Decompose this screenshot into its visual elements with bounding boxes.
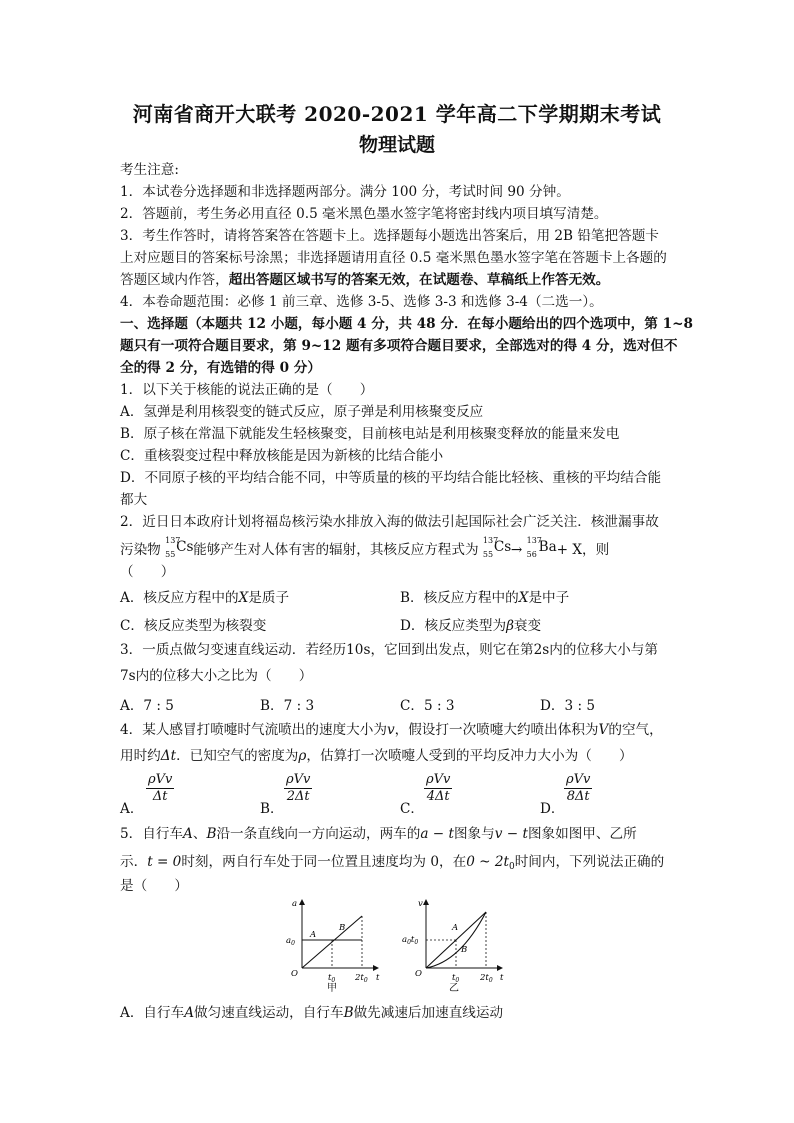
q4b-num: ρVv [286,772,311,787]
note-3-line-1: 3．考生作答时，请将答案答在答题卡上。选择题每小题选出答案后，用 2B 铅笔把答题卡 [120,228,659,244]
q5-line-3: 是（ ） [120,878,188,894]
q3-2s: 2s [533,642,550,658]
q4-t2: ，假设打一次喷嚏大约喷出体积为 [394,722,599,738]
q5-t3: 图象与 [453,826,495,842]
q4-t3: 的空气， [608,722,663,738]
q4-line-1 [120,720,680,740]
q4-option-c-fraction [424,772,452,805]
notes-heading: 考生注意: [120,162,179,178]
q4b-den: 2Δt [286,789,310,804]
q5-t6: 时刻，两自行车处于同一位置且速度均为 0，在 [181,854,467,870]
q1-stem: 1．以下关于核能的说法正确的是（ ） [120,382,374,398]
section-1-line-2: 题只有一项符合题目要求，第 9~12 题有多项符合题目要求，全部选对的得 4 分，选对但不 [120,338,678,354]
yi-label-A: A [452,923,459,933]
cs-atomic-number: 55 [165,550,176,559]
q4c-num: ρVv [426,772,451,787]
q5-t7: 时间内，下列说法正确的 [514,854,665,870]
q2-option-b [400,586,569,606]
q4-t4: 用时约 [120,748,161,764]
q4a-num: ρVv [148,772,173,787]
cs-mass-number: 137 [165,536,181,545]
q4-line-2 [120,746,680,766]
yi-label-a0t0: $a_0t_0$ [402,935,419,946]
q2-option-a [120,586,289,606]
yi-caption: 乙 [449,983,459,994]
q4c-den: 4Δt [426,789,450,804]
jia-label-t0: $t_0$ [328,973,336,984]
ba-nuclide [526,536,557,559]
q2d-post: 衰变 [513,618,542,634]
q5-B: B [206,826,217,842]
yi-label-v-axis: v [418,899,423,909]
q5a-A: A [184,1005,195,1021]
q3-option-d [540,694,595,714]
q2b-x: X [518,590,529,606]
q2a-pre: A．核反应方程中的 [120,590,239,606]
q2-option-d [400,614,541,634]
exam-title: 河南省商开大联考 2020-2021 学年高二下学期期末考试 [132,102,662,126]
q5-option-a [120,1003,680,1023]
q3d-label: D． [540,698,565,714]
q4a-den: Δt [152,789,168,804]
q4d-den: 8Δt [566,789,590,804]
q5-vt: v − t [494,826,528,842]
q1-option-b: B．原子核在常温下就能发生轻核聚变，目前核电站是利用核聚变释放的能量来发电 [120,426,620,442]
ba-symbol: Ba [538,539,557,555]
yi-label-origin: O [415,969,422,979]
q3-t4: 内的位移大小之比为（ ） [135,668,313,684]
q3-line-1 [120,640,680,660]
q4-dt: Δt [160,748,177,764]
q2-line-2 [120,538,680,560]
q3b-label: B． [260,698,284,714]
q5-A: A [183,826,193,842]
cs-symbol: Cs [176,539,194,555]
q3-line-2 [120,666,680,686]
q5-t2: 沿一条直线向一方向运动，两车的 [216,826,421,842]
q3-option-a [120,694,174,714]
q5-line-1 [120,824,680,844]
yi-label-2t0: $2t_0$ [480,973,493,984]
q3-7s: 7s [120,668,136,684]
q5-t4: 图象如图甲、乙所 [527,826,637,842]
q3-t3: 内的位移大小与第 [549,642,658,658]
jia-label-t-axis: t [376,973,380,983]
q5-sep: 、 [192,826,207,842]
q3d-value: 3 : 5 [564,698,596,714]
jia-label-2t0: $2t_0$ [355,973,368,984]
note-3-line-3 [120,270,680,290]
q2b-post: 是中子 [528,590,570,606]
q4-V: V [598,722,609,738]
note-1: 1．本试卷分选择题和非选择题两部分。满分 100 分，考试时间 90 分钟。 [120,184,570,200]
section-1-line-3: 全的得 2 分，有选错的得 0 分） [120,360,321,376]
q1-option-c: C．重核裂变过程中释放核能是因为新核的比结合能小 [120,448,444,464]
q4-t1: 4．某人感冒打喷嚏时气流喷出的速度大小为 [120,722,387,738]
figure-yi-vt-graph [400,896,508,994]
q2-text-a: 污染物 [120,542,161,558]
q4-t6: ，估算打一次喷嚏人受到的平均反冲力大小为（ ） [306,748,633,764]
q2d-beta: β [506,618,514,634]
jia-caption: 甲 [327,983,337,994]
q4-option-b-fraction [284,772,312,805]
q5-t0eq: t = 0 [147,854,182,870]
cs-eq-mass: 137 [482,536,499,545]
note-4: 4．本卷命题范围：必修 1 前三章、选修 3-5、选修 3-3 和选修 3-4（二选一）。 [120,294,603,310]
q5a-B: B [343,1005,354,1021]
q4-option-a-label: A． [120,801,144,817]
q4-option-b-label: B． [260,801,284,817]
q5-t5: 示． [120,854,148,870]
q4-option-c-label: C． [400,801,424,817]
q2-option-c: C．核反应类型为核裂变 [120,618,267,634]
q3-option-c [400,694,455,714]
yi-label-t0: $t_0$ [452,973,460,984]
q2d-pre: D．核反应类型为 [400,618,507,634]
q5-range: 0 ~ 2t [466,854,509,870]
q2-line-3: （ ） [120,564,175,580]
q4-t5: ．已知空气的密度为 [176,748,299,764]
q3c-label: C． [400,698,424,714]
yi-label-t-axis: t [500,973,504,983]
section-1-line-1: 一、选择题（本题共 12 小题，每小题 4 分，共 48 分．在每小题给出的四个选项中，第 1~8 [120,316,693,332]
jia-label-a-axis: a [292,899,298,909]
q3a-label: A． [120,698,144,714]
q4-option-d-fraction [564,772,592,805]
q5a-t1: A．自行车 [120,1005,185,1021]
cs-eq-symbol: Cs [493,539,512,555]
q4-rho: ρ [298,748,307,764]
plus-x: + X [556,542,583,558]
q3c-value: 5 : 3 [424,698,455,714]
q4d-num: ρVv [566,772,591,787]
cs-nuclide-eq [482,536,512,559]
q2-line-1: 2．近日日本政府计划将福岛核污染水排放入海的做法引起国际社会广泛关注．核泄漏事故 [120,514,659,530]
jia-label-a0: $a_0$ [286,936,295,947]
q5-range-sub: 0 [508,862,515,872]
ba-mass-number: 137 [526,536,542,545]
note-2: 2．答题前，考生务必用直径 0.5 毫米黑色墨水签字笔将密封线内项目填写清楚。 [120,206,608,222]
note-3-line-2: 上对应题目的答案标号涂黑；非选择题请用直径 0.5 毫米黑色墨水签字笔在答题卡上各题的 [120,250,667,266]
q4-option-d-label: D． [540,801,565,817]
q2-text-b: 能够产生对人体有害的辐射，其核反应方程式为 [193,542,479,558]
note-3-bold: 超出答题区域书写的答案无效，在试题卷、草稿纸上作答无效。 [228,272,610,288]
q3-t2: ，它回到出发点，则它在第 [370,642,534,658]
q1-option-d-line-1: D．不同原子核的平均结合能不同，中等质量的核的平均结合能比轻核、重核的平均结合能 [120,470,662,486]
q5a-t2: 做匀速直线运动，自行车 [194,1005,344,1021]
figure-jia-at-graph [282,896,382,994]
q4-option-a-fraction [146,772,174,805]
q1-option-d-line-2: 都大 [120,492,148,508]
q3a-value: 7 : 5 [143,698,174,714]
q5-t1: 5．自行车 [120,826,184,842]
q5a-t3: 做先减速后加速直线运动 [353,1005,504,1021]
jia-label-B: B [339,923,346,933]
q2b-pre: B．核反应方程中的 [400,590,519,606]
note-3-plain: 答题区域内作答， [120,272,229,288]
q5-at: a − t [420,826,454,842]
q3-option-b [260,694,314,714]
ba-atomic-number: 56 [526,550,537,559]
q2-text-c: ，则 [582,542,610,558]
q3b-value: 7 : 3 [283,698,315,714]
cs-eq-z: 55 [482,550,494,559]
q2a-post: 是质子 [248,590,290,606]
q1-option-a: A．氢弹是利用核裂变的链式反应，原子弹是利用核聚变反应 [120,404,484,420]
reaction-arrow: → [510,542,523,558]
q3-t1: 3．一质点做匀变速直线运动．若经历 [120,642,347,658]
q5-line-2 [120,852,680,877]
jia-label-origin: O [291,969,298,979]
q4-v: v [386,722,395,738]
q3-10s: 10s [346,642,371,658]
exam-subtitle: 物理试题 [358,134,435,156]
q2a-x: X [238,590,249,606]
yi-label-B: B [461,945,468,955]
cs-nuclide [165,536,194,559]
jia-label-A: A [310,930,317,940]
